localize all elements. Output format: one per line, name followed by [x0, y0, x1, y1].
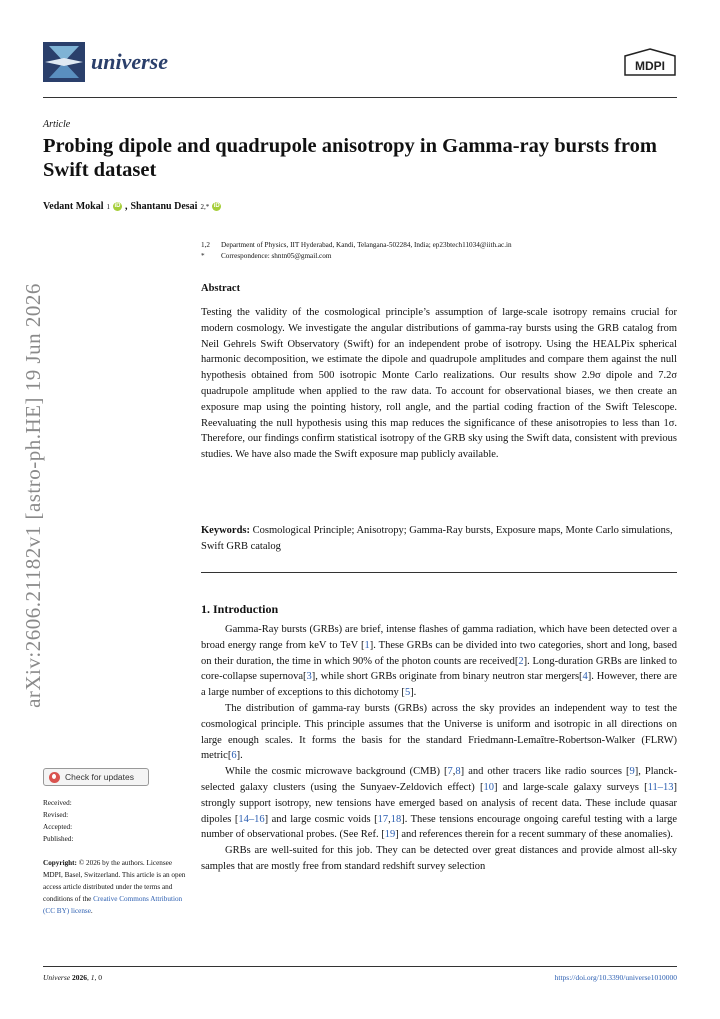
journal-logo[interactable]: [43, 42, 168, 82]
license-link[interactable]: Creative Commons Attribution (CC BY) license: [43, 895, 183, 915]
intro-text: GRBs are well-suited for this job. They can be detected over great distances and provide almost all-sky samples that are mostly free from standard redshift survey selection: [201, 845, 677, 872]
intro-text: Gamma-Ray bursts (GRBs) are brief, intense flashes of gamma radiation, which have been detected over a broad energy range from keV to TeV [: [201, 624, 677, 651]
author-list: [43, 201, 221, 212]
date-accepted: Accepted:: [43, 823, 73, 831]
citation-link[interactable]: 5: [404, 687, 411, 699]
intro-text: ] and large cosmic voids [: [264, 813, 378, 825]
check-updates-icon: [49, 772, 60, 783]
intro-paragraph: [201, 843, 677, 875]
citation-link[interactable]: 10: [483, 781, 494, 793]
citation-link[interactable]: 7: [447, 766, 453, 778]
intro-paragraph: [201, 764, 677, 843]
mdpi-logo[interactable]: [623, 48, 677, 78]
correspondence-text: Correspondence: shntn05@gmail.com: [221, 252, 332, 260]
orcid-icon[interactable]: iD: [114, 203, 121, 209]
universe-logo-icon: [43, 42, 85, 82]
citation-link[interactable]: 9: [629, 766, 635, 778]
citation-link[interactable]: 2: [518, 655, 524, 667]
citation-footer: Universe 2026, 1, 0: [43, 973, 102, 982]
citation-link[interactable]: 17: [377, 813, 389, 825]
intro-text: ]. However, there are a large number of exceptions to this dichotomy [: [201, 671, 677, 699]
citation-link[interactable]: 3: [306, 671, 312, 683]
keywords: [201, 523, 677, 555]
author-affiliation-mark: 2,*: [200, 202, 210, 211]
intro-text: ,: [388, 813, 391, 825]
keywords-label: Keywords:: [201, 525, 250, 536]
intro-text: ] and large-scale galaxy surveys [: [493, 781, 648, 793]
footer-page: 0: [98, 973, 102, 982]
citation-link[interactable]: 6: [231, 750, 237, 762]
intro-text: ].: [236, 750, 243, 762]
intro-text: ], Planck-selected galaxy clusters (using the Sunyaev-Zeldovich effect) [: [201, 766, 677, 793]
intro-text: ], while short GRBs originate from binary neutron star mergers[: [311, 671, 583, 683]
footer-volume: 1: [90, 973, 95, 982]
intro-text: ]. These tensions encourage ongoing careful testing with a large number of observational probes. (See Ref. [: [201, 813, 677, 841]
date-revised: Revised:: [43, 811, 69, 819]
date-published: Published:: [43, 835, 74, 843]
abstract-heading: Abstract: [201, 283, 241, 294]
date-received: Received:: [43, 799, 72, 807]
author-separator: ,: [124, 201, 128, 212]
citation-link[interactable]: 14–16: [238, 813, 265, 825]
abstract-text: Testing the validity of the cosmological principle’s assumption of large-scale isotropy remains crucial for modern cosmology. We investigate the angular distributions of gamma-ray bursts using the GRB catalog from Neil Gehrels Swift Observatory (Swift) for an independent probe of isotropy. Using the HEALPix spherical harmonic decomposition, we estimate the dipole and quadrupole amplitudes and compare them against the null hypothesis obtained from 500 isotropic Monte Carlo realizations. Our results show 2.9σ dipole and 7.2σ quadrupole amplitude when applied to the raw data. To account for observational biases, we then create an exposure map using the pointing history, roll angle, and the partial coding fraction of the Swift Telescope. Reevaluating the null hypothesis using this map reduces the significance of these anisotropies to less than 1σ. Therefore, our findings confirm statistical isotropy of the GRB sky using the Swift data, consistent with previous studies. We have also made the Swift exposure map publicly available.: [201, 307, 677, 461]
keywords-text: Cosmological Principle; Anisotropy; Gamma-Ray bursts, Exposure maps, Monte Carlo simulations, Swift GRB catalog: [201, 525, 673, 552]
correspondence-line: [201, 251, 512, 262]
intro-text: While the cosmic microwave background (CMB) [: [225, 766, 448, 778]
author-name: Vedant Mokal: [43, 201, 104, 212]
intro-text: ].: [410, 687, 417, 699]
footer-divider: [43, 966, 677, 967]
intro-text: ] and references therein for a recent summary of these anomalies).: [395, 829, 674, 841]
arxiv-identifier-text: arXiv:2606.21182v1 [astro-ph.HE] 19 Jun 2026: [20, 282, 45, 708]
intro-text: The distribution of gamma-ray bursts (GRBs) across the sky provides an independent way to test the cosmological principle. This principle assumes that the Universe is uniform and isotropic in all directions on large enough scales. It forms the basis for the standard Friedmann-Lemaître-Robertson-Walker (FLRW) metric[: [201, 702, 677, 762]
citation-link[interactable]: 4: [582, 671, 588, 683]
copyright-text: © 2026 by the authors. Licensee MDPI, Basel, Switzerland. This article is an open access article distributed under the terms and conditions of the: [43, 859, 186, 903]
footer-journal: Universe: [43, 973, 71, 982]
citation-link[interactable]: 19: [384, 829, 396, 841]
arxiv-identifier-stamp: [18, 235, 48, 755]
intro-paragraph: [201, 701, 677, 764]
intro-text: ]. Long-duration GRBs are linked to core-collapse supernova[: [201, 655, 677, 683]
journal-header: [43, 40, 677, 96]
copyright-notice: [43, 857, 188, 917]
check-for-updates-button[interactable]: [43, 768, 149, 786]
citation-link[interactable]: 1: [364, 639, 370, 651]
orcid-icon[interactable]: iD: [213, 203, 220, 209]
keywords-divider: [201, 572, 677, 573]
article-type: Article: [43, 119, 71, 130]
affiliation-text: Department of Physics, IIT Hyderabad, Kandi, Telangana-502284, India; ep23btech11034@iith.ac.in: [221, 241, 512, 249]
author-name: Shantanu Desai: [130, 201, 198, 212]
license-end: .: [90, 907, 93, 915]
citation-link[interactable]: 18: [390, 813, 402, 825]
intro-paragraph: [201, 622, 677, 701]
affiliation-mark: 1,2: [201, 241, 210, 249]
intro-text: ]. These GRBs can be divided into two categories, short and long, based on their duration, the time in which 90% of the photon counts are received[: [201, 639, 677, 667]
citation-link[interactable]: 8: [455, 766, 461, 778]
author-affiliation-mark: 1: [106, 202, 110, 211]
correspondence-mark: *: [201, 252, 205, 260]
check-for-updates-label: Check for updates: [65, 772, 134, 782]
intro-text: ] strongly support isotropy, new tensions have emerged based on analysis of recent data. These include quasar dipoles [: [201, 781, 678, 825]
publisher-name: MDPI: [635, 59, 665, 73]
copyright-label: Copyright:: [43, 859, 77, 867]
intro-text: ,: [452, 766, 456, 778]
intro-text: ] and other tracers like radio sources [: [460, 766, 630, 778]
journal-name: universe: [91, 49, 168, 74]
affiliation-line: [201, 240, 512, 251]
header-divider: [43, 97, 677, 98]
doi-link[interactable]: https://doi.org/10.3390/universe1010000: [554, 973, 677, 982]
affiliations: [201, 240, 512, 262]
section-heading: 1. Introduction: [201, 602, 279, 616]
article-title: Probing dipole and quadrupole anisotropy in Gamma-ray bursts from Swift dataset: [43, 135, 657, 181]
introduction-body: [201, 622, 677, 875]
publication-dates: [43, 797, 73, 845]
footer-year: 2026: [71, 973, 87, 982]
citation-link[interactable]: 11–13: [647, 781, 674, 793]
